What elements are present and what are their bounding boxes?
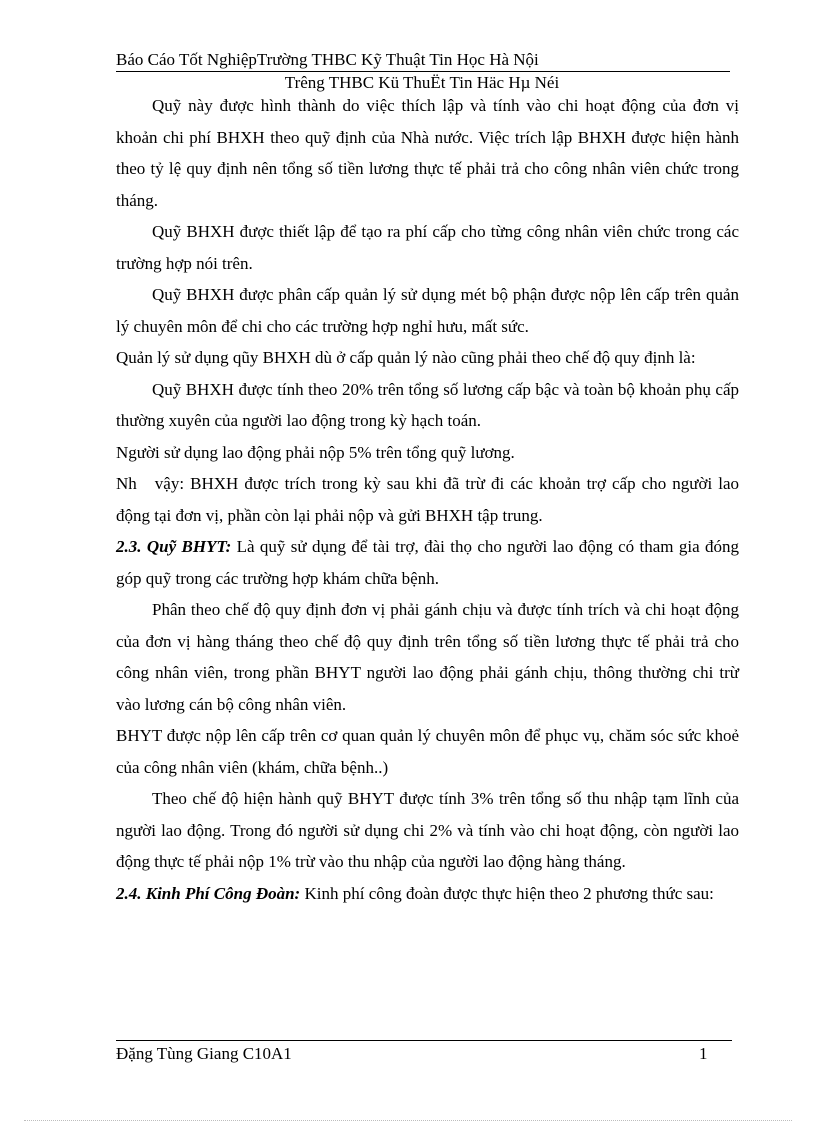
section-heading: 2.4. Kinh Phí Công Đoàn: xyxy=(116,883,301,903)
page-number: 1 xyxy=(699,1044,708,1063)
paragraph: BHYT được nộp lên cấp trên cơ quan quản lý chuyên môn để phục vụ, chăm sóc sức khoẻ của công nhân viên (khám, chữa bệnh..) xyxy=(116,726,739,777)
paragraph-text: Là quỹ sử dụng để tài trợ, đài thọ cho người lao động có tham gia đóng góp quỹ trong các trường hợp khám chữa bệnh. xyxy=(116,537,739,588)
footer-divider xyxy=(116,1040,732,1041)
document-body xyxy=(116,90,739,909)
paragraph: Quỹ BHXH được phân cấp quản lý sử dụng mét bộ phận được nộp lên cấp trên quản lý chuyên môn để chi cho các trường hợp nghỉ hưu, mất sức. xyxy=(116,285,739,336)
paragraph: Quỹ BHXH được thiết lập để tạo ra phí cấp cho từng công nhân viên chức trong các trường hợp nói trên. xyxy=(116,222,739,273)
section-heading: 2.3. Quỹ BHYT: xyxy=(116,537,232,556)
paragraph xyxy=(116,531,739,594)
running-header: Báo Cáo Tốt NghiệpTrường THBC Kỹ Thuật Tin Học Hà Nội xyxy=(116,50,730,72)
paragraph: Người sử dụng lao động phải nộp 5% trên tổng quỹ lương. xyxy=(116,442,515,462)
paragraph: Quản lý sử dụng qũy BHXH dù ở cấp quản lý nào cũng phải theo chế độ quy định là: xyxy=(116,348,696,367)
paragraph-text: vậy: BHXH được trích trong kỳ sau khi đã trừ đi các khoản trợ cấp cho người lao động tại đơn vị, phần còn lại phải nộp và gửi BHXH tập trung. xyxy=(116,474,739,525)
paragraph: Theo chế độ hiện hành quỹ BHYT được tính 3% trên tổng số thu nhập tạm lĩnh của người lao động. Trong đó người sử dụng chi 2% và tính vào chi hoạt động, còn người lao động thực tế phải nộp 1% trừ vào thu nhập của người lao động hàng tháng. xyxy=(116,789,739,871)
paragraph xyxy=(116,468,739,531)
paragraph: Quỹ BHXH được tính theo 20% trên tổng số lương cấp bậc và toàn bộ khoản phụ cấp thường xuyên của người lao động trong kỳ hạch toán. xyxy=(116,379,739,430)
paragraph-prefix: Nh xyxy=(116,474,137,493)
paragraph: Quỹ này được hình thành do việc thích lập và tính vào chi hoạt động của đơn vị khoản chi phí BHXH theo quỹ định của Nhà nước. Việc trích lập BHXH được hiện hành theo tỷ lệ quy định nên tổng số tiền lương thực tế phải trả cho công nhân viên chức trong tháng. xyxy=(116,96,739,210)
page-boundary xyxy=(24,1120,792,1121)
footer-author: Đặng Tùng Giang C10A1 xyxy=(116,1044,292,1063)
paragraph: Phân theo chế độ quy định đơn vị phải gánh chịu và được tính trích và chi hoạt động của đơn vị hàng tháng theo chế độ quy định trên tổng số tiền lương thực tế phải trả cho công nhân viên, trong phần BHYT người lao động phải gánh chịu, thông thường chi trừ vào lương cán bộ công nhân viên. xyxy=(116,600,739,714)
paragraph-text: Kinh phí công đoàn được thực hiện theo 2 phương thức sau: xyxy=(300,883,714,903)
running-header-legacy-text: Trêng THBC Kü ThuËt Tin Häc Hµ Néi xyxy=(284,73,560,92)
paragraph xyxy=(116,878,739,910)
